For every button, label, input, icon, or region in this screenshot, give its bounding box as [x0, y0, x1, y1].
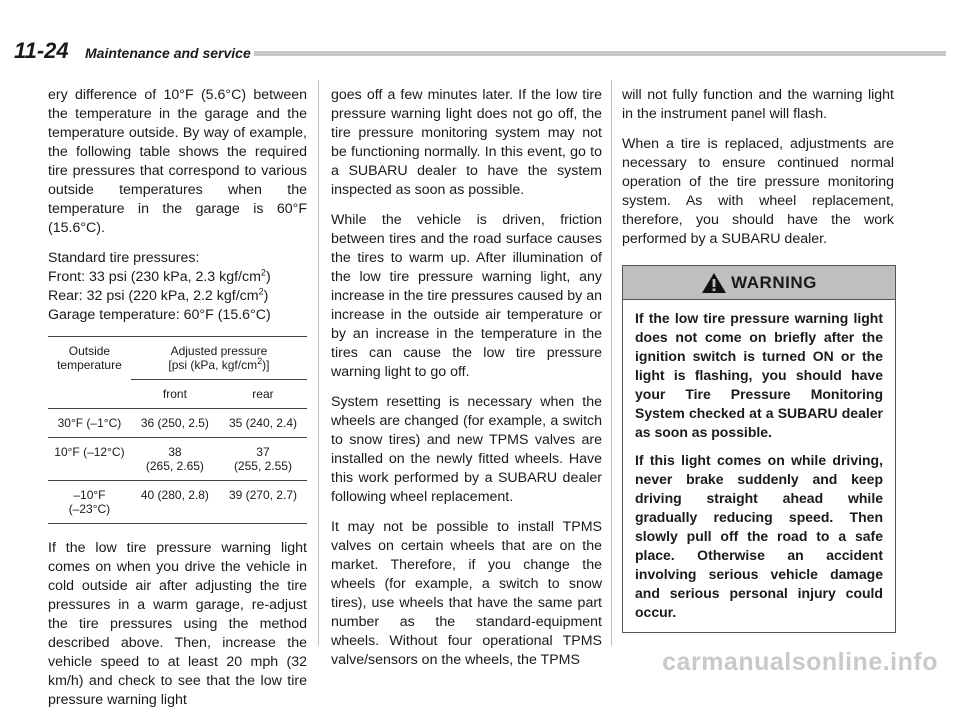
standard-pressures: [48, 249, 307, 325]
paragraph: While the vehicle is driven, friction between tires and the road surface causes the tires to warm up. After illumination of the low tire pressure warning light, any increase in the tire pressures caused by an increase in the outside air temperature or by an increase in the temperature in the tires can cause the low tire pressure warning light to go off.: [331, 212, 602, 380]
paragraph: goes off a few minutes later. If the low tire pressure warning light does not go off, the tire pressure monitoring system may not be functioning normally. In this event, go to a SUBARU dealer to have the system inspected as soon as possible.: [331, 87, 602, 198]
rear-pressure: Rear: 32 psi (220 kPa, 2.2 kgf/$cm^2$): [48, 286, 269, 304]
warning-paragraph: If the low tire pressure warning light does not come on briefly after the ignition switch is turned ON or the light is flashing, you should have your Tire Pressure Monitoring System checked at a SUBARU dealer as soon as possible.: [635, 310, 883, 440]
pressure-table: [48, 336, 307, 524]
table-row: 30°F (–1°C) 36 (250, 2.5) 35 (240, 2.4): [48, 409, 307, 438]
column-divider-2: [611, 80, 612, 646]
adjusted-pressure-header: Adjusted pressure [psi (kPa, kgf/$cm^2$)]: [131, 337, 307, 380]
warning-title: WARNING: [731, 273, 817, 292]
standard-label: Standard tire pressures:: [48, 250, 200, 266]
garage-temperature: Garage temperature: 60°F (15.6°C): [48, 307, 271, 323]
after-table-paragraph: If the low tire pressure warning light comes on when you drive the vehicle in cold outside air after adjusting the tire pressures in a warm garage, re-adjust the tire pressures using the method described above. Then, increase the vehicle speed to at least 20 mph (32 km/h) and check to see that the low tire pressure warning light: [48, 540, 307, 708]
warning-paragraph: If this light comes on while driving, never brake suddenly and keep driving straight ahead while gradually reducing speed. Then slowly pull off the road to a safe place. Otherwise an accident involving serious vehicle damage and serious personal injury could occur.: [635, 452, 883, 620]
column-2: [331, 86, 602, 681]
column-1: [48, 86, 307, 721]
rear-header: rear: [219, 380, 307, 409]
page-header: [14, 38, 946, 62]
paragraph: will not fully function and the warning light in the instrument panel will flash.: [622, 87, 894, 122]
header-rule: [254, 51, 946, 56]
column-divider-1: [318, 80, 319, 646]
front-pressure: Front: 33 psi (230 kPa, 2.3 kgf/$cm^2$): [48, 267, 271, 285]
table-row: –10°F (–23°C) 40 (280, 2.8) 39 (270, 2.7): [48, 481, 307, 524]
warning-header: [623, 266, 895, 300]
warning-box: [622, 265, 896, 633]
outside-temp-header: Outside temperature: [48, 337, 131, 409]
table-row: 10°F (–12°C) 38 (265, 2.65) 37 (255, 2.55): [48, 438, 307, 481]
paragraph: System resetting is necessary when the wheels are changed (for example, a switch to snow tires) and new TPMS valves are installed on the newly fitted wheels. Have this work performed by a SUBARU dealer following wheel replacement.: [331, 394, 602, 505]
table-header-row: [48, 337, 307, 380]
watermark: carmanualsonline.info: [662, 648, 938, 676]
paragraph: It may not be possible to install TPMS valves on certain wheels that are on the market. Therefore, if you change the wheels (for example, a switch to snow tires), use wheels that have the same part number as the standard-equipment wheels. Without four operational TPMS valve/sensors on the wheels, the TPMS: [331, 519, 602, 668]
page-number: 11-24: [14, 38, 69, 63]
column-3: [622, 86, 894, 633]
warning-triangle-icon: [701, 272, 727, 294]
warning-body: [623, 300, 895, 632]
section-title: Maintenance and service: [85, 45, 251, 61]
paragraph: When a tire is replaced, adjustments are necessary to ensure continued normal operation of the tire pressure monitoring system. As with wheel replacement, therefore, you should have the work performed by a SUBARU dealer.: [622, 136, 894, 247]
intro-paragraph: ery difference of 10°F (5.6°C) between the temperature in the garage and the temperature outside. By way of example, the following table shows the required tire pressures that correspond to various outside temperatures when the temperature in the garage is 60°F (15.6°C).: [48, 87, 307, 236]
front-header: front: [131, 380, 219, 409]
